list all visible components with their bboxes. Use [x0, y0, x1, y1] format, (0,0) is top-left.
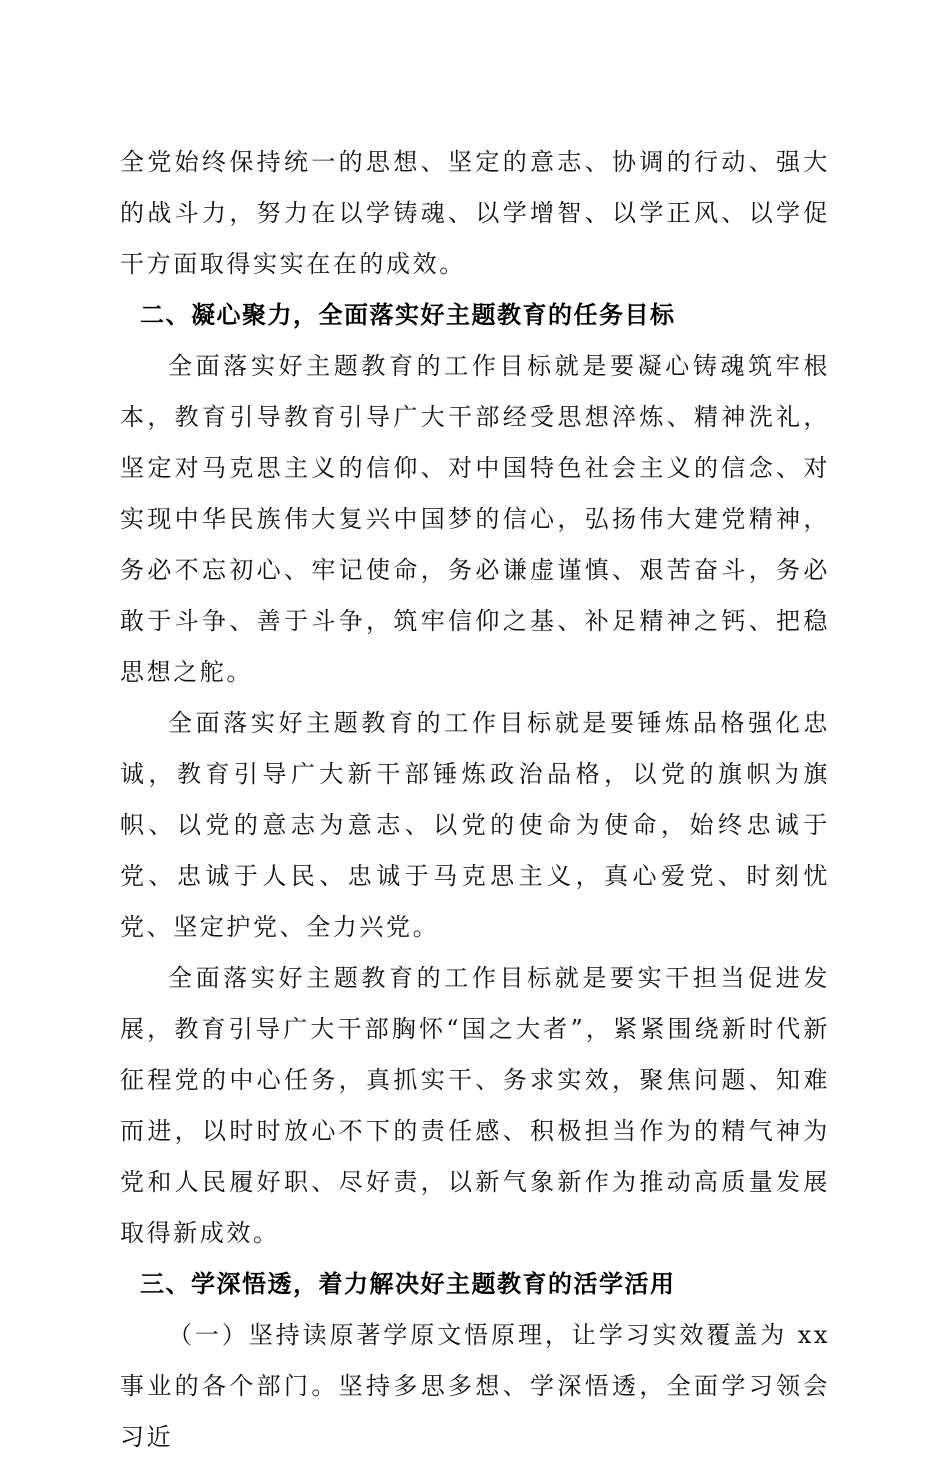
paragraph-goal-3: 全面落实好主题教育的工作目标就是要实干担当促进发展，教育引导广大干部胸怀“国之大者”，紧紧围绕新时代新征程党的中心任务，真抓实干、务求实效，聚焦问题、知难而进，以时时放心不下的责任感、积极担当作为的精气神为党和人民履好职、尽好责，以新气象新作为推动高质量发展取得新成效。	[120, 964, 830, 1247]
paragraph-subsection-1: （一）坚持读原著学原文悟原理，让学习实效覆盖为 xx 事业的各个部门。坚持多思多想、学深悟透，全面学习领会习近	[120, 1321, 830, 1451]
paragraph-continuation: 全党始终保持统一的思想、坚定的意志、协调的行动、强大的战斗力，努力在以学铸魂、以学增智、以学正风、以学促干方面取得实实在在的成效。	[120, 148, 830, 278]
document-body	[120, 137, 830, 1463]
paragraph-goal-1: 全面落实好主题教育的工作目标就是要凝心铸魂筑牢根本，教育引导教育引导广大干部经受思想淬炼、精神洗礼，坚定对马克思主义的信仰、对中国特色社会主义的信念、对实现中华民族伟大复兴中国梦的信心，弘扬伟大建党精神，务必不忘初心、牢记使命，务必谦虚谨慎、艰苦奋斗，务必敢于斗争、善于斗争，筑牢信仰之基、补足精神之钙、把稳思想之舵。	[120, 352, 830, 686]
section-heading-3: 三、学深悟透，着力解决好主题教育的活学活用	[140, 1270, 676, 1298]
section-heading-2: 二、凝心聚力，全面落实好主题教育的任务目标	[140, 301, 676, 329]
paragraph-goal-2: 全面落实好主题教育的工作目标就是要锤炼品格强化忠诚，教育引导广大新干部锤炼政治品格，以党的旗帜为旗帜、以党的意志为意志、以党的使命为使命，始终忠诚于党、忠诚于人民、忠诚于马克思主义，真心爱党、时刻忧党、坚定护党、全力兴党。	[120, 709, 830, 941]
